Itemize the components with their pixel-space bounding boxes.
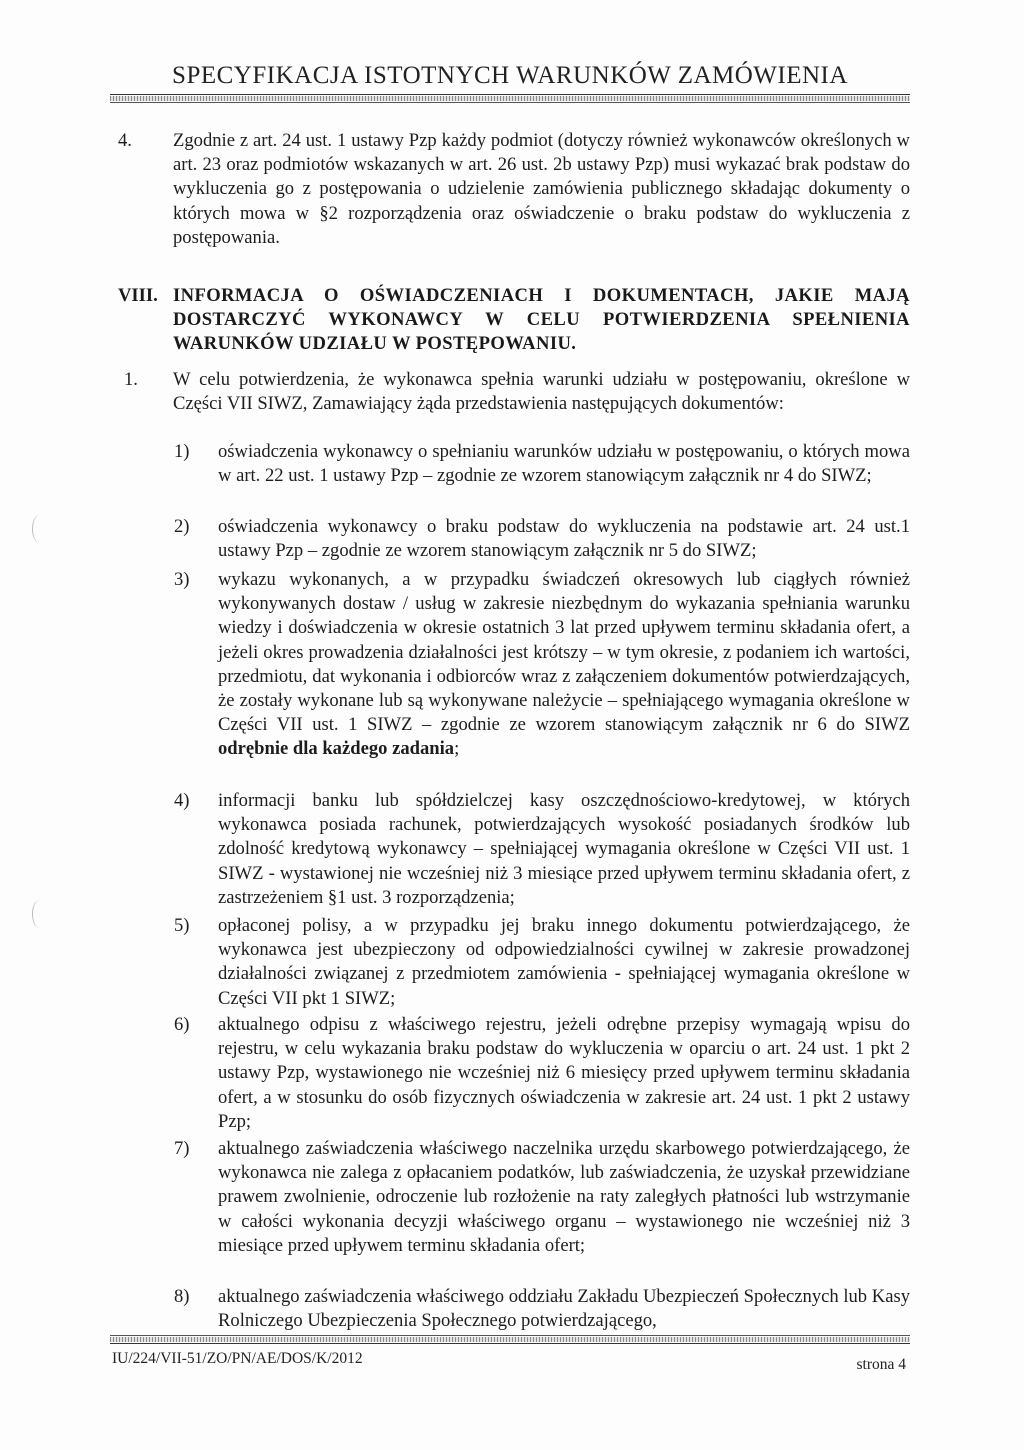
list-item-text-tail: ; [454,738,460,760]
list-item-number: 1) [174,441,190,462]
point-paragraph: W celu potwierdzenia, że wykonawca spełnia warunki udziału w postępowaniu, określone w Części VII SIWZ, Zamawiający żąda przedstawienia następujących dokumentów: [173,369,910,415]
intro-paragraph: Zgodnie z art. 24 ust. 1 ustawy Pzp każdy podmiot (dotyczy również wykonawców określonych w art. 23 oraz podmiotów wskazanych w art. 26 ust. 2b ustawy Pzp) musi wykazać brak podstaw do wykluczenia go z postępowania o udzielenie zamówienia publicznego składając dokumenty o których mowa w §2 rozporządzenia oraz oświadczenie o braku podstaw do wykluczenia z postępowania. [173,130,910,248]
list-item-number: 2) [174,516,190,537]
list-item-number: 3) [174,569,190,590]
footer-hatch [110,1337,910,1342]
header-hatch [110,96,910,101]
footer-rule-bottom [110,1343,910,1344]
list-item-text: aktualnego zaświadczenia właściwego naczelnika urzędu skarbowego potwierdzającego, że wykonawca nie zalega z opłacaniem podatków, lub zaświadczenia, że uzyskał przewidziane prawem zwolnienie, odroczenie lub rozłożenie na raty zaległych płatności lub wstrzymanie w całości wykonania decyzji właściwego organu – wystawionego nie wcześniej niż 3 miesiące przed upływem terminu składania ofert; [218,1138,910,1256]
list-item-number: 4) [174,790,190,811]
footer-page-number: strona 4 [856,1356,906,1373]
footer-rule-top [110,1335,910,1336]
section-heading: INFORMACJA O OŚWIADCZENIACH I DOKUMENTACH, JAKIE MAJĄ DOSTARCZYĆ WYKONAWCY W CELU POTWIERDZENIA SPEŁNIENIA WARUNKÓW UDZIAŁU W POSTĘPOWANIU. [173,285,910,354]
list-item-text: aktualnego zaświadczenia właściwego oddziału Zakładu Ubezpieczeń Społecznych lub Kasy Rolniczego Ubezpieczenia Społecznego potwierdzającego, [218,1286,910,1332]
list-item-text: oświadczenia wykonawcy o braku podstaw do wykluczenia na podstawie art. 24 ust.1 ustawy Pzp – zgodnie ze wzorem stanowiącym załącznik nr 5 do SIWZ; [218,516,910,562]
footer-reference: IU/224/VII-51/ZO/PN/AE/DOS/K/2012 [112,1350,363,1367]
list-item-text-regular: wykazu wykonanych, a w przypadku świadczeń okresowych lub ciągłych również wykonywanych dostaw / usług w zakresie niezbędnym do wykazania spełniania warunku wiedzy i doświadczenia w okresie ostatnich 3 lat przed upływem terminu składania ofert, a jeżeli okres prowadzenia działalności jest krótszy – w tym okresie, z podaniem ich wartości, przedmiotu, dat wykonania i odbiorców wraz z załączeniem dokumentów potwierdzających, że zostały wykonane lub są wykonywane należycie – spełniającego wymagania określone w Części VII ust. 1 SIWZ – zgodnie ze wzorem stanowiącym załącznik nr 6 do SIWZ [218,569,910,736]
list-item-text [218,568,910,762]
scan-margin-mark [32,515,47,543]
list-item-number: 5) [174,915,190,936]
header-rule-bottom [110,102,910,103]
list-item-text-bold: odrębnie dla każdego zadania [218,738,455,760]
list-item-number: 8) [174,1286,190,1307]
scan-margin-mark [32,900,47,928]
list-item-number: 6) [174,1014,190,1035]
list-item-text: aktualnego odpisu z właściwego rejestru, jeżeli odrębne przepisy wymagają wpisu do rejestru, w celu wykazania braku podstaw do wykluczenia w oparciu o art. 24 ust. 1 pkt 2 ustawy Pzp, wystawionego nie wcześniej niż 6 miesięcy przed upływem terminu składania ofert, a w stosunku do osób fizycznych oświadczenia w zakresie art. 24 ust. 1 pkt 2 ustawy Pzp; [218,1014,910,1132]
list-item-text: informacji banku lub spółdzielczej kasy oszczędnościowo-kredytowej, w których wykonawca posiada rachunek, potwierdzających wysokość posiadanych środków lub zdolność kredytową wykonawcy – spełniającej wymagania określone w Części VII ust. 1 SIWZ - wystawionej nie wcześniej niż 3 miesiące przed upływem terminu składania ofert, z zastrzeżeniem §1 ust. 3 rozporządzenia; [218,790,910,908]
intro-number: 4. [118,130,132,151]
list-item-text: opłaconej polisy, a w przypadku jej braku innego dokumentu potwierdzającego, że wykonawca jest ubezpieczony od odpowiedzialności cywilnej w zakresie prowadzonej działalności związanej z przedmiotem zamówienia - spełniającej wymagania określone w Części VII pkt 1 SIWZ; [218,915,910,1009]
page-header-title: SPECYFIKACJA ISTOTNYCH WARUNKÓW ZAMÓWIENIA [172,62,848,89]
header-rule-top [110,94,910,95]
list-item-number: 7) [174,1138,190,1159]
point-number: 1. [124,369,138,390]
list-item-text: oświadczenia wykonawcy o spełnianiu warunków udziału w postępowaniu, o których mowa w art. 22 ust. 1 ustawy Pzp – zgodnie ze wzorem stanowiącym załącznik nr 4 do SIWZ; [218,441,910,487]
section-number: VIII. [118,285,158,306]
